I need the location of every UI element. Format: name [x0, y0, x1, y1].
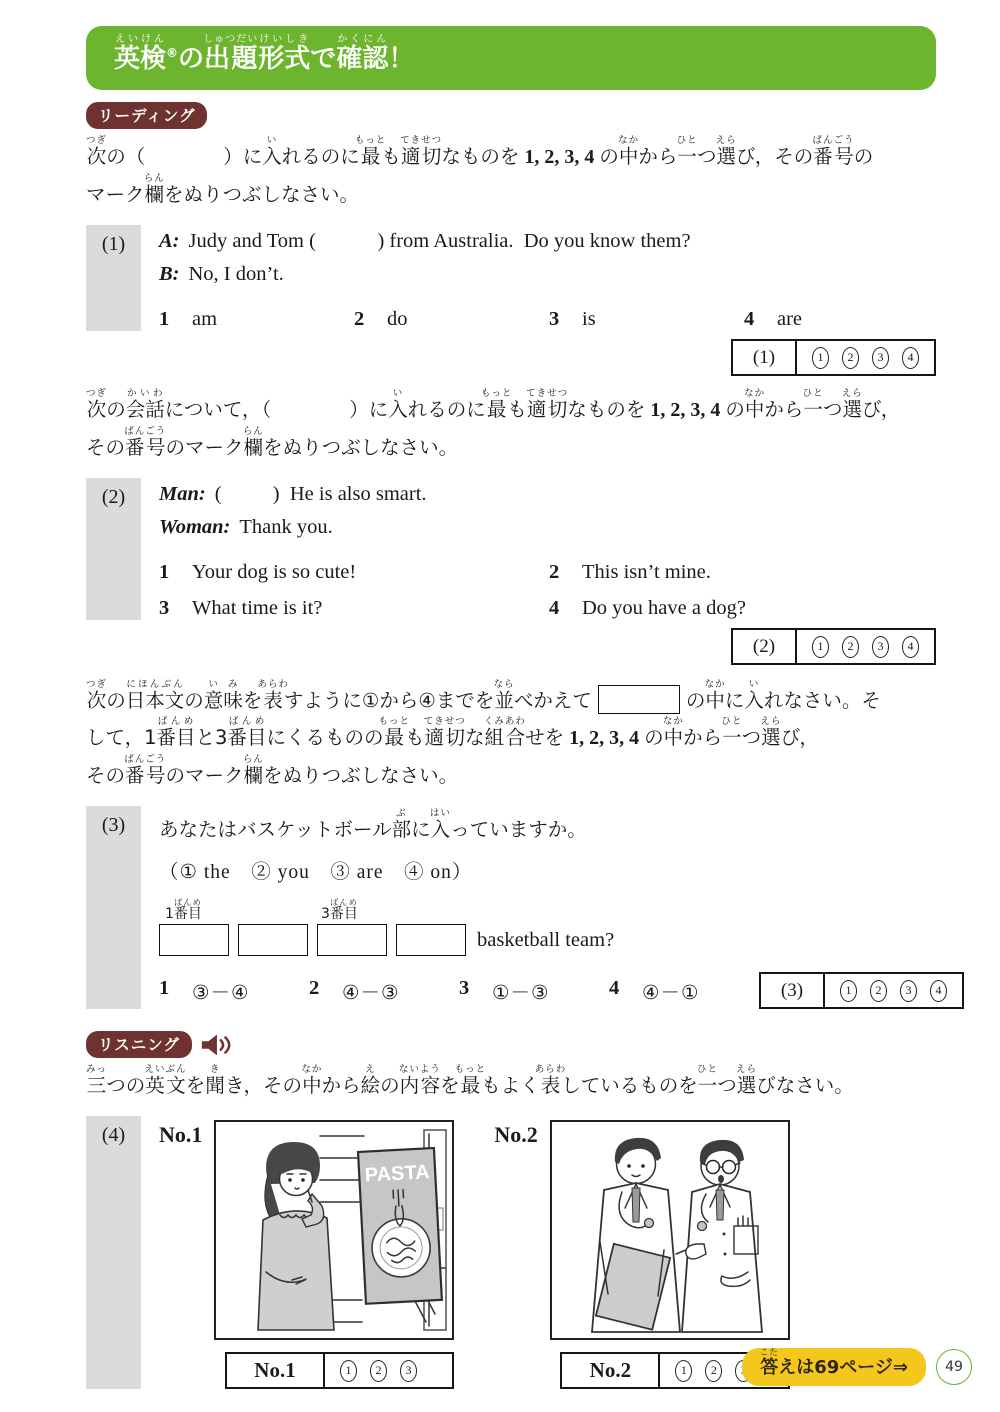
answer-mark-bubble-3[interactable]: 3	[900, 980, 917, 1002]
q2-choice-2	[549, 561, 939, 584]
woman-figure	[258, 1142, 334, 1330]
reading-section-header	[86, 102, 936, 129]
q3-choice-1	[159, 977, 309, 1005]
q1-choice-3	[549, 308, 744, 331]
q2-choice-4	[549, 597, 939, 620]
answer-box-label: (3)	[761, 974, 825, 1007]
q3-japanese-prompt: あなたはバスケットボール部ぶに入はいっていますか。	[159, 808, 587, 841]
q1-line-b-text: No, I don’t.	[188, 263, 284, 285]
choice-number: 3	[159, 597, 170, 619]
answer-mark-bubble-1[interactable]: 1	[812, 347, 829, 369]
q3-word-bank	[159, 856, 964, 884]
q2-choices	[159, 561, 939, 620]
answer-box-label: (1)	[733, 341, 797, 374]
choice-number: 4	[549, 597, 560, 619]
word-slot-4	[396, 924, 466, 956]
no2-label: No.2	[494, 1122, 538, 1147]
wordbank-items: ① the ② you ③ are ④ on	[179, 862, 452, 883]
answers-page-pill: 答こたえは69ページ⇒	[742, 1348, 926, 1386]
answer-bubbles	[797, 630, 934, 663]
listening-section-header	[86, 1031, 936, 1058]
choice-text: are	[777, 308, 803, 330]
answer-bubbles	[825, 974, 962, 1007]
q2-choice-1	[159, 561, 549, 584]
choice-number: 4	[744, 308, 755, 330]
choice-text: is	[582, 308, 596, 330]
choice-number: 1	[159, 308, 170, 330]
two-doctors-illustration	[550, 1120, 790, 1340]
choice-number: 2	[309, 976, 320, 999]
choice-number: 1	[159, 976, 170, 999]
no1-label: No.1	[159, 1122, 203, 1147]
q3-answer-mark-box	[759, 972, 964, 1009]
doctor-left-figure	[592, 1138, 680, 1332]
page-title: 英検えいけん®の出題しゅつだい形式けいしきで確認かくにん！	[114, 34, 415, 74]
choice-text: Your dog is so cute!	[192, 561, 357, 583]
question-2-number: (2)	[86, 478, 141, 620]
woman-pasta-poster-illustration	[214, 1120, 454, 1340]
choice-text: am	[192, 308, 218, 330]
choice-text: What time is it?	[192, 597, 323, 619]
slot-label-first: 1番目ばんめ	[165, 898, 202, 922]
inline-answer-blank	[598, 685, 680, 714]
answer-bubbles	[797, 341, 934, 374]
speaker-man-label: Man:	[159, 483, 206, 505]
choice-number: 4	[609, 976, 620, 999]
choice-text: do	[387, 308, 408, 330]
q3-answer-slots	[159, 898, 964, 956]
q1-line-b	[159, 258, 939, 291]
answer-mark-bubble-2[interactable]: 2	[870, 980, 887, 1002]
question-2	[86, 478, 936, 620]
q1-answer-row	[86, 339, 936, 376]
speaker-woman-label: Woman:	[159, 516, 231, 538]
answer-mark-bubble-3[interactable]: 3	[400, 1360, 417, 1382]
answer-mark-bubble-4[interactable]: 4	[902, 347, 919, 369]
q4-figure-no1	[159, 1120, 454, 1389]
header-banner	[86, 26, 936, 90]
speaker-b-label: B:	[159, 263, 180, 285]
question-3	[86, 806, 942, 1009]
q1-line-a	[159, 225, 939, 258]
page-number-badge: 49	[936, 1349, 972, 1385]
q3-choices	[159, 972, 964, 1009]
slot-label-third: 3番目ばんめ	[321, 898, 358, 922]
answer-mark-bubble-3[interactable]: 3	[872, 347, 889, 369]
instruction-3: 次つぎの日本文にほんぶんの意味いみを表あらわすように①から④までを並ならべかえて の中なかに入いれなさい。そ して，1番目ばんめと3番目ばんめにくるものの最もっとも適切てきせつな組合くみあわせを 1, 2, 3, 4 の中なかから一ひとつ選えらび， その番号ばんごうのマーク欄らんをぬりつぶしなさい。	[86, 679, 881, 787]
answer-mark-bubble-2[interactable]: 2	[842, 347, 859, 369]
q1-choice-1	[159, 308, 354, 331]
question-3-body	[159, 806, 964, 1009]
choice-number: 2	[354, 308, 365, 330]
q2-line-woman	[159, 511, 939, 544]
no2-figure-top	[494, 1120, 789, 1340]
choice-number: 2	[549, 561, 560, 583]
instruction-4: 三みっつの英文えいぶんを聞きき，その中なかから絵えの内容ないようを最もっともよく表あらわしているものを一ひとつ選えらびなさい。	[86, 1064, 854, 1097]
choice-text: Do you have a dog?	[582, 597, 746, 619]
answer-mark-bubble-1[interactable]: 1	[340, 1360, 357, 1382]
choice-text: ④－③	[342, 980, 400, 1004]
wordbank-paren: （	[159, 860, 180, 883]
page-footer	[742, 1348, 972, 1386]
answer-box-label: No.1	[227, 1354, 325, 1387]
reading-badge: リーディング	[86, 102, 207, 129]
choice-text: ④－①	[642, 980, 700, 1004]
speaker-sound-waves-icon	[200, 1033, 232, 1057]
answer-box-label: (2)	[733, 630, 797, 663]
question-2-body	[159, 478, 939, 620]
answer-mark-bubble-2[interactable]: 2	[705, 1360, 722, 1382]
q1-line-a-text: Judy and Tom ( ) from Australia. Do you know them?	[188, 230, 691, 252]
listening-badge: リスニング	[86, 1031, 192, 1058]
q3-choice-2	[309, 977, 459, 1005]
question-4-number: (4)	[86, 1116, 141, 1389]
no1-answer-row	[225, 1352, 454, 1389]
q2-answer-mark-box	[731, 628, 936, 665]
q1-choice-2	[354, 308, 549, 331]
answer-mark-bubble-2[interactable]: 2	[370, 1360, 387, 1382]
answer-mark-bubble-4[interactable]: 4	[902, 636, 919, 658]
answer-bubbles	[325, 1354, 432, 1387]
no1-figure-top	[159, 1120, 454, 1340]
answer-mark-bubble-2[interactable]: 2	[842, 636, 859, 658]
instruction-2: 次つぎの会話かいわについて，（ ）に入いれるのに最もっとも適切てきせつなものを 1, 2, 3, 4 の中なかから一ひとつ選えらび， その番号ばんごうのマーク欄らんをぬりつぶしなさい。	[86, 388, 901, 459]
q2-line-man	[159, 478, 939, 511]
q3-sentence-tail: basketball team?	[477, 928, 615, 951]
answer-mark-bubble-1[interactable]: 1	[675, 1360, 692, 1382]
instruction-1: 次つぎの（ ）に入いれるのに最もっとも適切てきせつなものを 1, 2, 3, 4 の中なかから一ひとつ選えらび，その番号ばんごうの マーク欄らんをぬりつぶしなさい。	[86, 135, 874, 206]
q2-choice-3	[159, 597, 549, 620]
q3-choice-4	[609, 977, 759, 1005]
answer-mark-bubble-3[interactable]: 3	[872, 636, 889, 658]
q2-line-man-text: ( ) He is also smart.	[214, 483, 427, 505]
choice-text: This isn’t mine.	[582, 561, 711, 583]
question-1-body	[159, 225, 939, 331]
wordbank-paren: ）	[451, 860, 473, 883]
speaker-a-label: A:	[159, 230, 180, 252]
word-slot-1	[159, 924, 229, 956]
word-slot-3	[317, 924, 387, 956]
question-1	[86, 225, 936, 331]
choice-number: 1	[159, 561, 170, 583]
choice-number: 3	[549, 308, 560, 330]
q2-answer-row	[86, 628, 936, 665]
question-3-number: (3)	[86, 806, 141, 1009]
pasta-poster	[358, 1148, 442, 1304]
choice-text: ③－④	[192, 980, 250, 1004]
q2-line-woman-text: Thank you.	[239, 516, 333, 538]
doctor-right-figure	[676, 1140, 762, 1332]
no1-answer-mark-box	[225, 1352, 454, 1389]
q3-choice-3	[459, 977, 609, 1005]
poster-text: PASTA	[364, 1161, 431, 1187]
question-1-number: (1)	[86, 225, 141, 331]
answer-box-label: No.2	[562, 1354, 660, 1387]
q1-choices	[159, 308, 939, 331]
answer-mark-bubble-1[interactable]: 1	[840, 980, 857, 1002]
answer-mark-bubble-4[interactable]: 4	[930, 980, 947, 1002]
q1-choice-4	[744, 308, 939, 331]
choice-text: ①－③	[492, 980, 550, 1004]
q1-answer-mark-box	[731, 339, 936, 376]
word-slot-2	[238, 924, 308, 956]
answer-mark-bubble-1[interactable]: 1	[812, 636, 829, 658]
choice-number: 3	[459, 976, 470, 999]
